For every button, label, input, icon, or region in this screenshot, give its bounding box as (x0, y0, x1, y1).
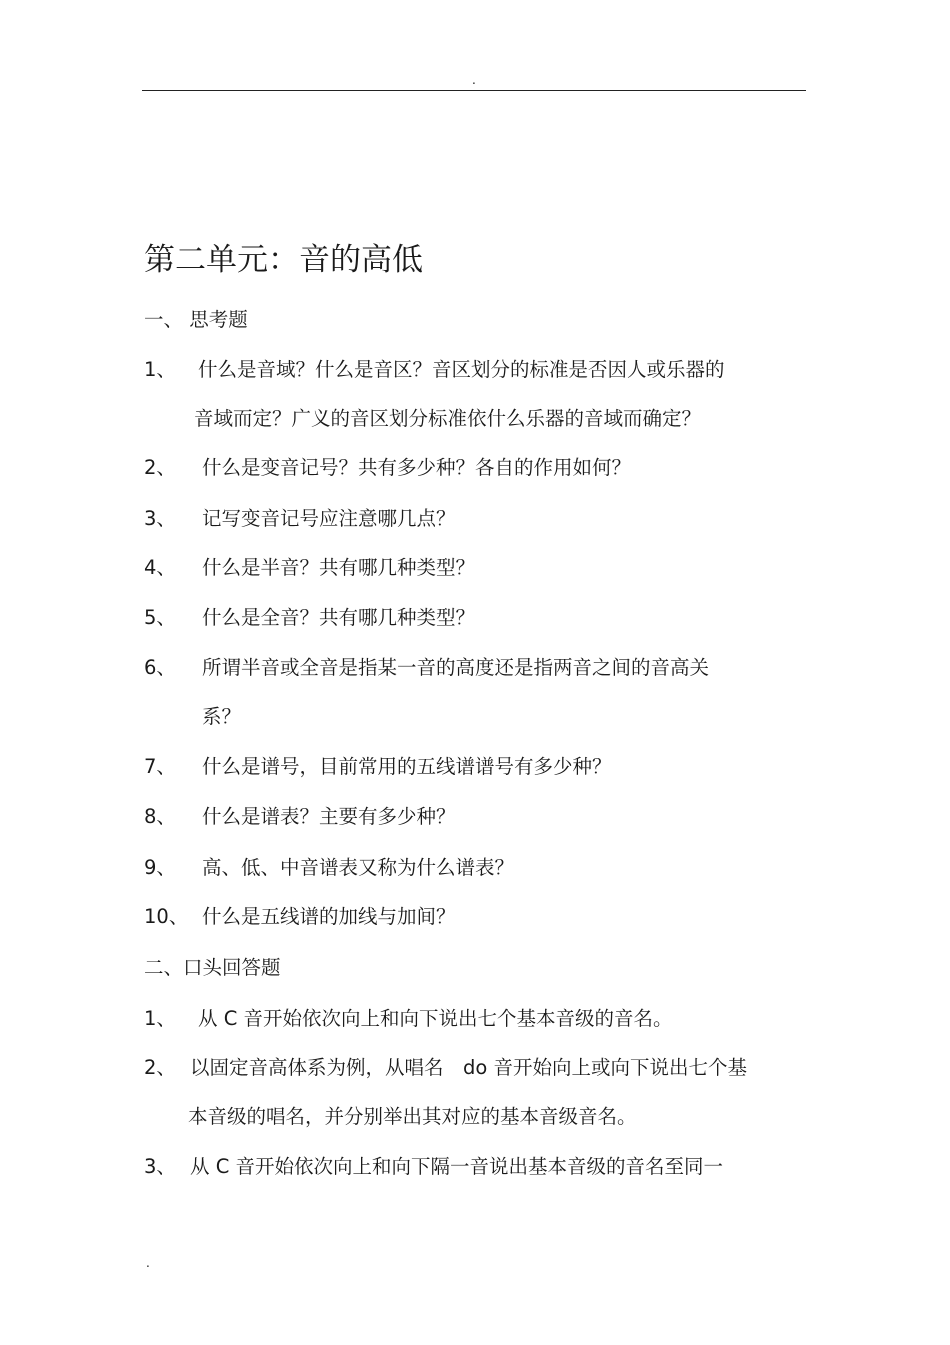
item-text: 从 C 音开始依次向上和向下说出七个基本音级的音名。 (198, 1007, 673, 1030)
item-number: 3、 (144, 1155, 176, 1178)
section-heading-oral: 二、口头回答题 (144, 956, 281, 979)
section-heading-thinking: 一、 思考题 (144, 308, 248, 331)
page-title: 第二单元：音的高低 (144, 242, 423, 278)
item-text: 什么是五线谱的加线与加间？ (202, 905, 456, 928)
item-number: 2、 (144, 456, 176, 479)
item-text-continued: 本音级的唱名，并分别举出其对应的基本音级音名。 (188, 1105, 637, 1128)
header-rule (142, 90, 806, 91)
item-number: 7、 (144, 755, 176, 778)
item-number: 5、 (144, 606, 176, 629)
header-dot: . (472, 73, 476, 87)
item-text: 什么是变音记号？共有多少种？各自的作用如何？ (202, 456, 632, 479)
item-number: 1、 (144, 1007, 176, 1030)
item-number: 1、 (144, 358, 176, 381)
item-number: 2、 (144, 1056, 176, 1079)
item-text: 什么是音域？什么是音区？音区划分的标准是否因人或乐器的 (198, 358, 725, 381)
item-number: 4、 (144, 556, 176, 579)
item-number: 6、 (144, 656, 176, 679)
item-text-continued: 系？ (202, 705, 242, 728)
item-text: 什么是半音？共有哪几种类型？ (202, 556, 476, 579)
item-number: 8、 (144, 805, 176, 828)
item-number: 3、 (144, 507, 176, 530)
item-text: 从 C 音开始依次向上和向下隔一音说出基本音级的音名至同一 (190, 1155, 724, 1178)
footer-dot: . (146, 1256, 150, 1270)
item-text: 以固定音高体系为例，从唱名 do 音开始向上或向下说出七个基 (190, 1056, 748, 1079)
item-text: 什么是谱表？主要有多少种？ (202, 805, 456, 828)
item-text-continued: 音域而定？广义的音区划分标准依什么乐器的音域而确定？ (194, 407, 702, 430)
item-text: 什么是全音？共有哪几种类型？ (202, 606, 476, 629)
item-number: 9、 (144, 856, 176, 879)
item-text: 什么是谱号，目前常用的五线谱谱号有多少种？ (202, 755, 612, 778)
item-text: 高、低、中音谱表又称为什么谱表？ (202, 856, 515, 879)
item-text: 所谓半音或全音是指某一音的高度还是指两音之间的音高关 (202, 656, 710, 679)
item-number: 10、 (144, 905, 189, 928)
item-text: 记写变音记号应注意哪几点？ (202, 507, 456, 530)
